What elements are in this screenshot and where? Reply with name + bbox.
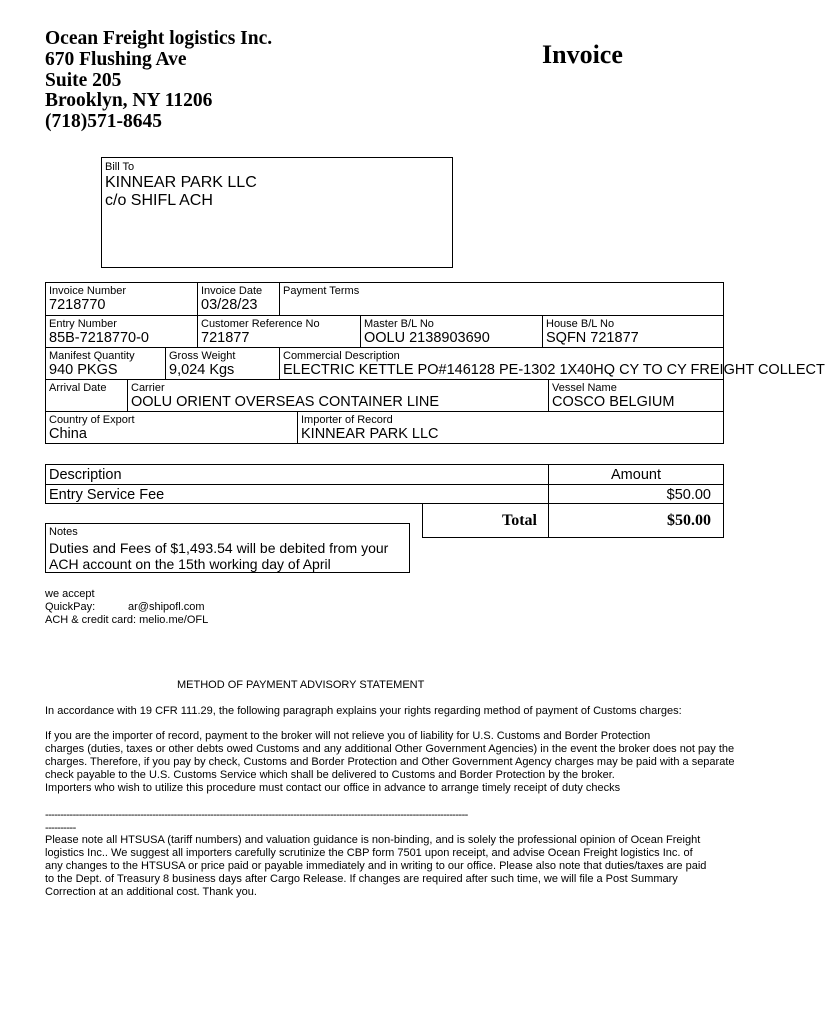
table-row-amount <box>548 484 723 504</box>
ach-line: ACH & credit card: melio.me/OFL <box>45 614 209 626</box>
notes-label: Notes <box>49 526 78 538</box>
company-name: Ocean Freight logistics Inc. <box>45 28 273 49</box>
payment-info <box>45 588 208 627</box>
house-bl-label: House B/L No <box>546 318 615 330</box>
entry-number-value: 85B-7218770-0 <box>49 330 149 346</box>
customer-ref-cell <box>197 315 360 347</box>
commercial-desc-value: ELECTRIC KETTLE PO#146128 PE-1302 1X40HQ CY TO CY FREIGHT COLLECT <box>283 362 825 378</box>
carrier-value: OOLU ORIENT OVERSEAS CONTAINER LINE <box>131 394 440 410</box>
manifest-qty-label: Manifest Quantity <box>49 350 135 362</box>
payment-terms-cell <box>279 283 723 315</box>
house-bl-value: SQFN 721877 <box>546 330 639 346</box>
invoice-date-label: Invoice Date <box>201 285 263 297</box>
arrival-date-label: Arrival Date <box>49 382 107 394</box>
country-export-value: China <box>49 426 87 442</box>
commercial-desc-label: Commercial Description <box>283 350 400 362</box>
invoice-number-cell <box>46 283 197 315</box>
vessel-name-value: COSCO BELGIUM <box>552 394 675 410</box>
company-address-line2: Suite 205 <box>45 69 122 91</box>
line-item-amount: $50.00 <box>666 487 711 503</box>
quickpay-label: QuickPay: <box>45 601 96 613</box>
master-bl-label: Master B/L No <box>364 318 434 330</box>
vessel-name-cell <box>548 379 723 411</box>
company-phone: (718)571-8645 <box>45 111 162 133</box>
disclaimer-paragraph: Please note all HTSUSA (tariff numbers) and valuation guidance is non-binding, and is solely the professional opinion of Ocean Freight logistics Inc.. We suggest all importers carefully scrutinize the CBP form 7501 upon receipt, and advise Ocean Freight logistics Inc. of any changes to the HTSUSA or price paid or payable immediately and in writing to our office. Please also note that duties/taxes are paid to the Dept. of Treasury 8 business days after Cargo Release. If changes are required after such time, we will file a Post Summary Correction at an additional cost. Thank you. <box>45 834 707 898</box>
country-export-cell <box>46 411 297 443</box>
manifest-qty-cell <box>46 347 165 379</box>
country-export-label: Country of Export <box>49 414 135 426</box>
invoice-number-label: Invoice Number <box>49 285 127 297</box>
carrier-cell <box>127 379 548 411</box>
invoice-date-value: 03/28/23 <box>201 297 258 313</box>
invoice-title: Invoice <box>542 40 623 69</box>
master-bl-value: OOLU 2138903690 <box>364 330 490 346</box>
description-header: Description <box>49 467 122 483</box>
invoice-date-cell <box>197 283 279 315</box>
company-address-line1: 670 Flushing Ave <box>45 48 187 70</box>
entry-number-label: Entry Number <box>49 318 117 330</box>
line-item-description: Entry Service Fee <box>49 487 165 503</box>
quickpay-email: ar@shipofl.com <box>128 601 205 613</box>
amount-header: Amount <box>548 465 723 485</box>
total-label: Total <box>502 512 537 529</box>
dash-divider: ------------------------------------------------------------------------------------------------------------------------------------------ ---------- <box>45 809 468 834</box>
gross-weight-label: Gross Weight <box>169 350 236 362</box>
advisory-heading: METHOD OF PAYMENT ADVISORY STATEMENT <box>177 679 425 691</box>
bill-to-care-of: c/o SHIFL ACH <box>105 192 213 209</box>
house-bl-cell <box>542 315 723 347</box>
manifest-qty-value: 940 PKGS <box>49 362 118 378</box>
gross-weight-value: 9,024 Kgs <box>169 362 235 378</box>
customer-ref-value: 721877 <box>201 330 250 346</box>
invoice-details-grid <box>45 282 825 444</box>
line-items-table <box>45 464 724 504</box>
bill-to-label: Bill To <box>105 161 135 173</box>
total-box <box>422 503 724 538</box>
invoice-number-value: 7218770 <box>49 297 106 313</box>
commercial-desc-cell <box>279 347 825 379</box>
payment-accept-line: we accept <box>45 588 95 600</box>
notes-box <box>45 523 410 573</box>
company-city: Brooklyn, NY 11206 <box>45 90 213 112</box>
advisory-paragraph: If you are the importer of record, payment to the broker will not relieve you of liability for U.S. Customs and Border Protection charges (duties, taxes or other debts owed Customs and any additional Other Government Agencies) in the event the broker does not pay the charges. Therefore, if you pay by check, Customs and Border Protection and Other Government Agency charges may be paid with a separate check payable to the U.S. Customs Service which shall be delivered to Customs and Border Protection by the broker. Importers who wish to utilize this procedure must contact our office in advance to arrange timely receipt of duty checks <box>45 730 735 794</box>
notes-line2: ACH account on the 15th working day of April <box>49 556 331 572</box>
bill-to-name: KINNEAR PARK LLC <box>105 174 257 191</box>
arrival-date-cell <box>46 379 127 411</box>
importer-value: KINNEAR PARK LLC <box>301 426 439 442</box>
carrier-label: Carrier <box>131 382 165 394</box>
importer-label: Importer of Record <box>301 414 393 426</box>
advisory-intro: In accordance with 19 CFR 111.29, the following paragraph explains your rights regarding method of payment of Customs charges: <box>45 705 682 717</box>
entry-number-cell <box>46 315 197 347</box>
quickpay-line <box>45 601 208 614</box>
gross-weight-cell <box>165 347 279 379</box>
customer-ref-label: Customer Reference No <box>201 318 320 330</box>
company-block <box>45 29 272 133</box>
payment-terms-label: Payment Terms <box>283 285 360 297</box>
importer-cell <box>297 411 723 443</box>
vessel-name-label: Vessel Name <box>552 382 617 394</box>
master-bl-cell <box>360 315 542 347</box>
notes-line1: Duties and Fees of $1,493.54 will be debited from your <box>49 540 389 556</box>
total-value: $50.00 <box>667 512 711 529</box>
bill-to-box <box>101 157 453 268</box>
table-row <box>46 484 548 504</box>
